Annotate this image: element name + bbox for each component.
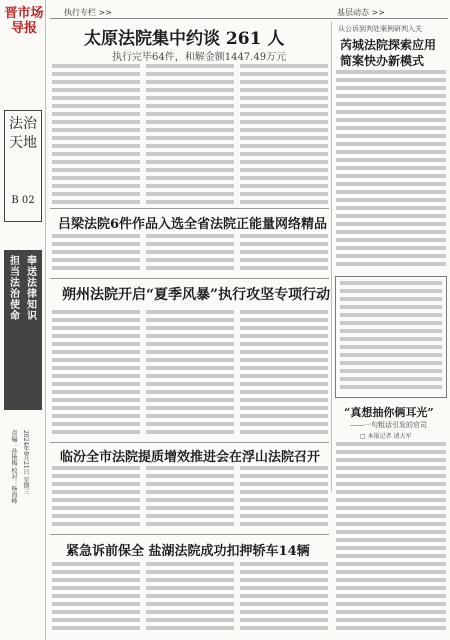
article4-body-col1 <box>52 466 140 528</box>
top-rule <box>50 18 448 19</box>
article5-headline: 紧急诉前保全 盐湖法院成功扣押轿车14辆 <box>66 544 310 559</box>
article3-body-col2 <box>146 310 234 438</box>
right-article1-headline-1: 芮城法院探索应用 <box>340 38 437 52</box>
article1-headline: 太原法院集中约谈 261 人 <box>84 29 285 49</box>
article2-body-col3 <box>240 234 328 274</box>
article1-body-col2 <box>146 64 234 204</box>
right-article2-byline: □ 本报记者 请大军 <box>360 433 412 440</box>
article2-body-col1 <box>52 234 140 274</box>
slogan-line-2: 担当法治使命 <box>10 256 20 322</box>
editor-credit: 责编：孙艳梅 校对：杨海峰 <box>10 430 17 504</box>
right-article2-box <box>335 276 447 398</box>
section-title: 法治天地 <box>9 116 37 151</box>
article2-headline: 吕梁法院6件作品入选全省法院正能量网络精品 <box>58 217 328 232</box>
right-article2-subhead: ——一句粗话引发的官司 <box>350 421 427 429</box>
right-article1-body <box>336 70 446 270</box>
article5-body-col3 <box>240 562 328 634</box>
article2-body-col2 <box>146 234 234 274</box>
article1-subhead: 执行完毕64件，和解金额1447.49万元 <box>112 52 287 63</box>
right-box-body <box>340 281 442 393</box>
page-code: B 02 <box>11 195 35 206</box>
right-article1-headline-2: 简案快办新模式 <box>340 54 425 68</box>
masthead-column <box>0 0 46 640</box>
newspaper-logo: 晋市场导报 <box>4 6 44 36</box>
right-article2-headline: “真想抽你俩耳光” <box>344 406 434 419</box>
rule-2 <box>50 278 329 279</box>
rule-3 <box>50 442 329 443</box>
section-label-exec: 执行专栏 >> <box>64 8 112 17</box>
right-article1-kicker: 从公诉到判处案例研判入关 <box>338 25 422 33</box>
article3-body-col1 <box>52 310 140 438</box>
slogan-banner <box>4 250 42 410</box>
article1-body-col1 <box>52 64 140 204</box>
rule-4 <box>50 534 329 535</box>
edition-date-block <box>22 430 50 495</box>
article5-body-col1 <box>52 562 140 634</box>
right-article2-body <box>336 442 446 636</box>
section-box <box>4 110 42 222</box>
article4-body-col2 <box>146 466 234 528</box>
article5-body-col2 <box>146 562 234 634</box>
article1-body-col3 <box>240 64 328 204</box>
column-divider <box>331 22 332 492</box>
slogan-line-1: 奉送法律知识 <box>27 256 37 322</box>
section-label-local: 基层动态 >> <box>337 8 385 17</box>
article3-headline: 朔州法院开启“夏季风暴”执行攻坚专项行动 <box>62 287 331 303</box>
article4-headline: 临汾全市法院提质增效推进会在浮山法院召开 <box>60 450 321 465</box>
article4-body-col3 <box>240 466 328 528</box>
article3-body-col3 <box>240 310 328 438</box>
rule-1 <box>50 208 329 209</box>
edition-date: 2024年8月21日 星期三 <box>22 430 29 495</box>
